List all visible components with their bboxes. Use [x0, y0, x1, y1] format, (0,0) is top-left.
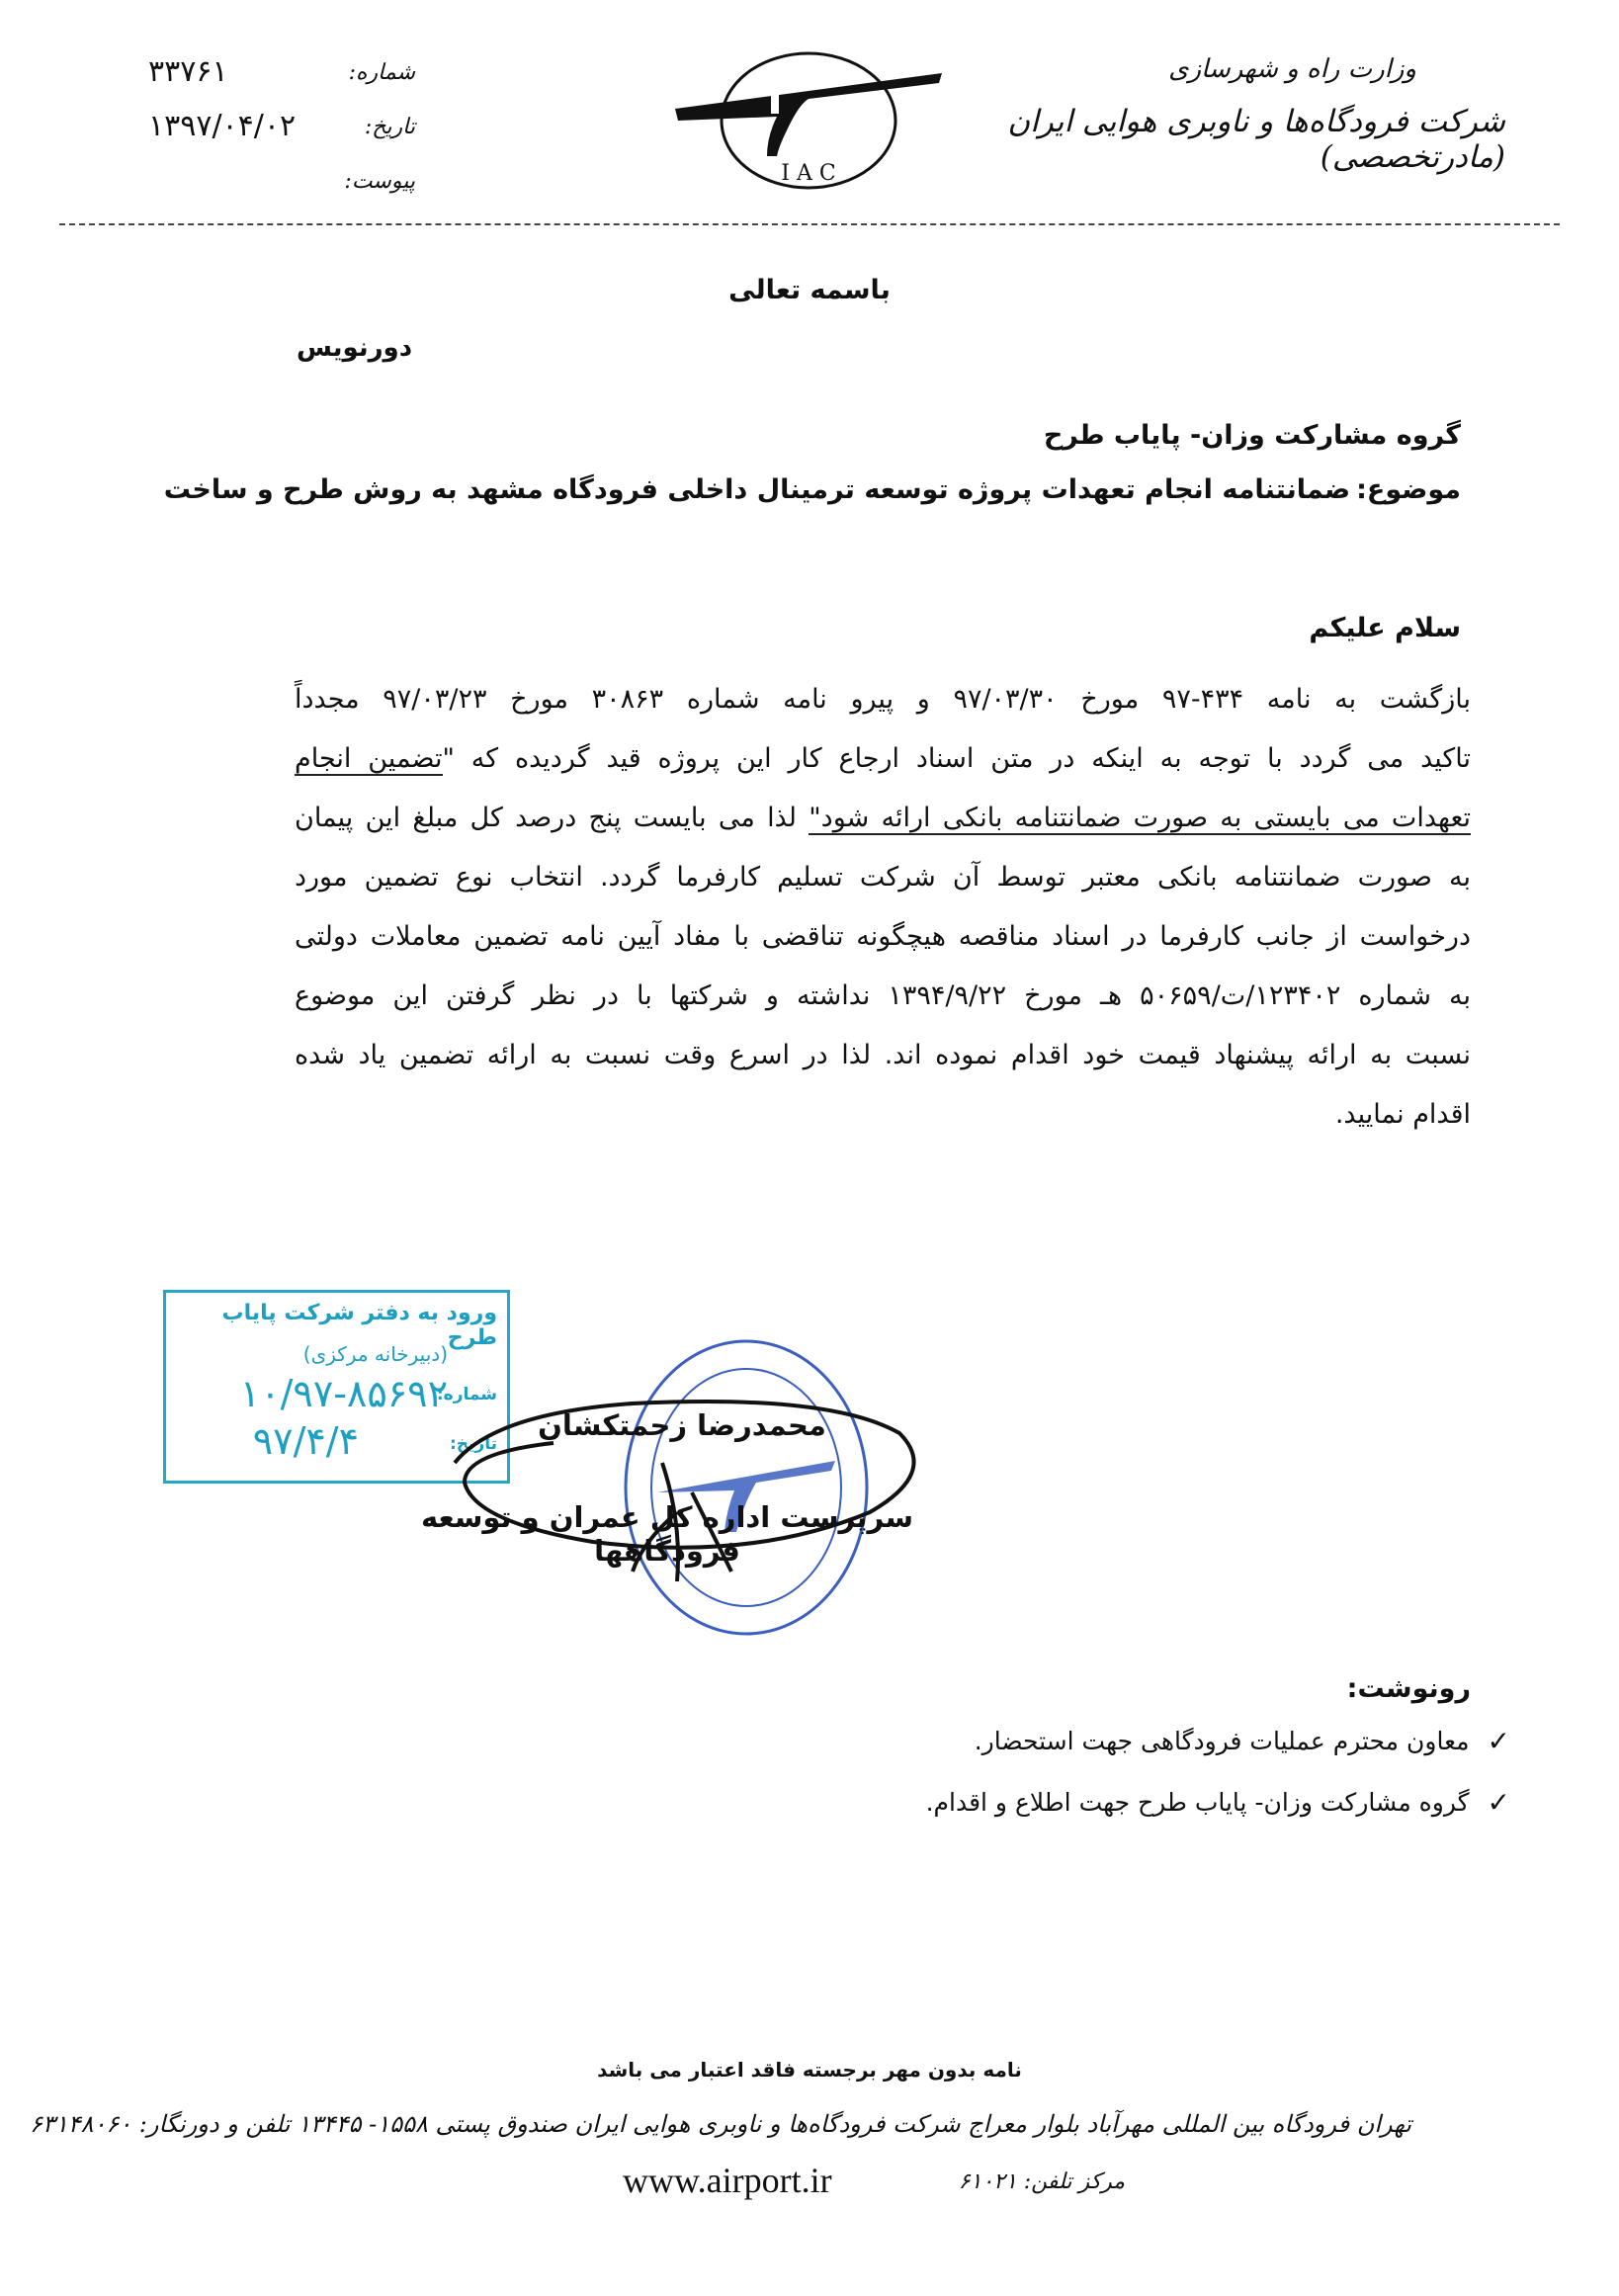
- cc-item: [975, 1725, 1510, 1757]
- company-name: شرکت فرودگاه‌ها و ناوبری هوایی ایران (مادرتخصصی): [1007, 104, 1505, 175]
- letter-number-label: شماره:: [348, 60, 415, 85]
- ministry-name: وزارت راه و شهرسازی: [1168, 54, 1416, 84]
- invocation: باسمه تعالی: [728, 275, 891, 305]
- body-line-text: لذا می بایست پنج درصد کل مبلغ این پیمان: [295, 803, 810, 833]
- stamp-number: ۱۰/۹۷-۸۵۶۹۲: [239, 1372, 448, 1415]
- stamp-date: ۹۷/۴/۴: [252, 1419, 359, 1463]
- letter-attachment-row: [148, 163, 415, 203]
- stamp-date-label: تاریخ:: [450, 1434, 497, 1454]
- underlined-quote: تضمین انجام: [295, 743, 443, 774]
- letter-number-row: [148, 54, 415, 94]
- checkmark-icon: ✓: [1487, 1725, 1510, 1757]
- footer-phone: مرکز تلفن: ۶۱۰۲۱: [958, 2169, 1125, 2194]
- recipient: گروه مشارکت وزان- پایاب طرح: [1043, 420, 1461, 451]
- body-line-text: تاکید می گردد با توجه به اینکه در متن اسناد ارجاع کار این پروژه قید گردیده که ": [442, 743, 1471, 774]
- letter-body: [295, 670, 1471, 1145]
- stamp-title: ورود به دفتر شرکت پایاب طرح: [221, 1301, 497, 1350]
- subject-text: ضمانتنامه انجام تعهدات پروژه توسعه ترمینال داخلی فرودگاه مشهد به روش طرح و ساخت: [163, 474, 1351, 505]
- body-line: درخواست از جانب کارفرما در اسناد مناقصه هیچگونه تناقضی با مفاد آیین نامه تضمین معاملات دولتی: [295, 921, 1471, 952]
- logo-text: I A C: [781, 161, 836, 186]
- checkmark-icon: ✓: [1487, 1786, 1510, 1819]
- subject-label: موضوع:: [1356, 474, 1461, 505]
- footer-address: تهران فرودگاه بین المللی مهرآباد بلوار معراج شرکت فرودگاه‌ها و ناوبری هوایی ایران صندوق پستی ۱۵۵۸- ۱۳۴۴۵ تلفن و دورنگار: ۶۳۱۴۸۰۶۰: [30, 2110, 1411, 2138]
- stamp-number-label: شماره:: [436, 1385, 497, 1404]
- signer-title: سرپرست اداره کل عمران و توسعه فرودگاهها: [420, 1500, 914, 1568]
- letter-number: ۳۳۷۶۱: [148, 54, 228, 89]
- signer-name: محمدرضا زحمتکشان: [538, 1408, 826, 1442]
- subject-line: [164, 474, 1461, 505]
- body-line: [295, 789, 1471, 848]
- body-line: به شماره ۱۲۳۴۰۲/ت/۵۰۶۵۹ هـ مورخ ۱۳۹۴/۹/۲۲ نداشته و شرکتها با در نظر گرفتن این موضوع: [295, 980, 1471, 1011]
- letter-date-label: تاریخ:: [364, 115, 415, 139]
- header-divider: [59, 223, 1560, 225]
- cc-item-text: گروه مشارکت وزان- پایاب طرح جهت اطلاع و اقدام.: [925, 1788, 1470, 1817]
- body-line: [295, 729, 1471, 789]
- letter-date: ۱۳۹۷/۰۴/۰۲: [148, 109, 297, 143]
- cc-item-text: معاون محترم عملیات فرودگاهی جهت استحضار.: [974, 1727, 1470, 1755]
- cc-item: [926, 1786, 1510, 1819]
- footer-website: www.airport.ir: [623, 2161, 832, 2200]
- iac-logo: [660, 40, 957, 193]
- fax-mark: دورنویس: [297, 333, 413, 363]
- stamp-subtitle: (دبیرخانه مرکزی): [302, 1342, 448, 1366]
- body-line: بازگشت به نامه ۴۳۴-۹۷ مورخ ۹۷/۰۳/۳۰ و پیرو نامه شماره ۳۰۸۶۳ مورخ ۹۷/۰۳/۲۳ مجدداً: [295, 684, 1472, 715]
- underlined-quote: تعهدات می بایستی به صورت ضمانتنامه بانکی ارائه شود": [809, 803, 1471, 833]
- cc-title: رونوشت:: [1346, 1673, 1471, 1704]
- body-line: نسبت به ارائه پیشنهاد قیمت خود اقدام نموده اند. لذا در اسرع وقت نسبت به ارائه تضمین یاد شده: [295, 1040, 1471, 1070]
- footer-note: نامه بدون مهر برجسته فاقد اعتبار می باشد: [597, 2058, 1022, 2082]
- salutation: سلام علیکم: [1309, 613, 1461, 643]
- letter-date-row: [148, 109, 415, 148]
- letterhead: [991, 54, 1505, 175]
- body-line: به صورت ضمانتنامه بانکی معتبر توسط آن شرکت تسلیم کارفرما گردد. انتخاب نوع تضمین مورد: [295, 862, 1471, 893]
- logo-mark: [771, 69, 779, 114]
- body-line: اقدام نمایید.: [1334, 1099, 1471, 1130]
- letter-attachment-label: پیوست:: [344, 169, 415, 194]
- logo-wing: [675, 73, 942, 156]
